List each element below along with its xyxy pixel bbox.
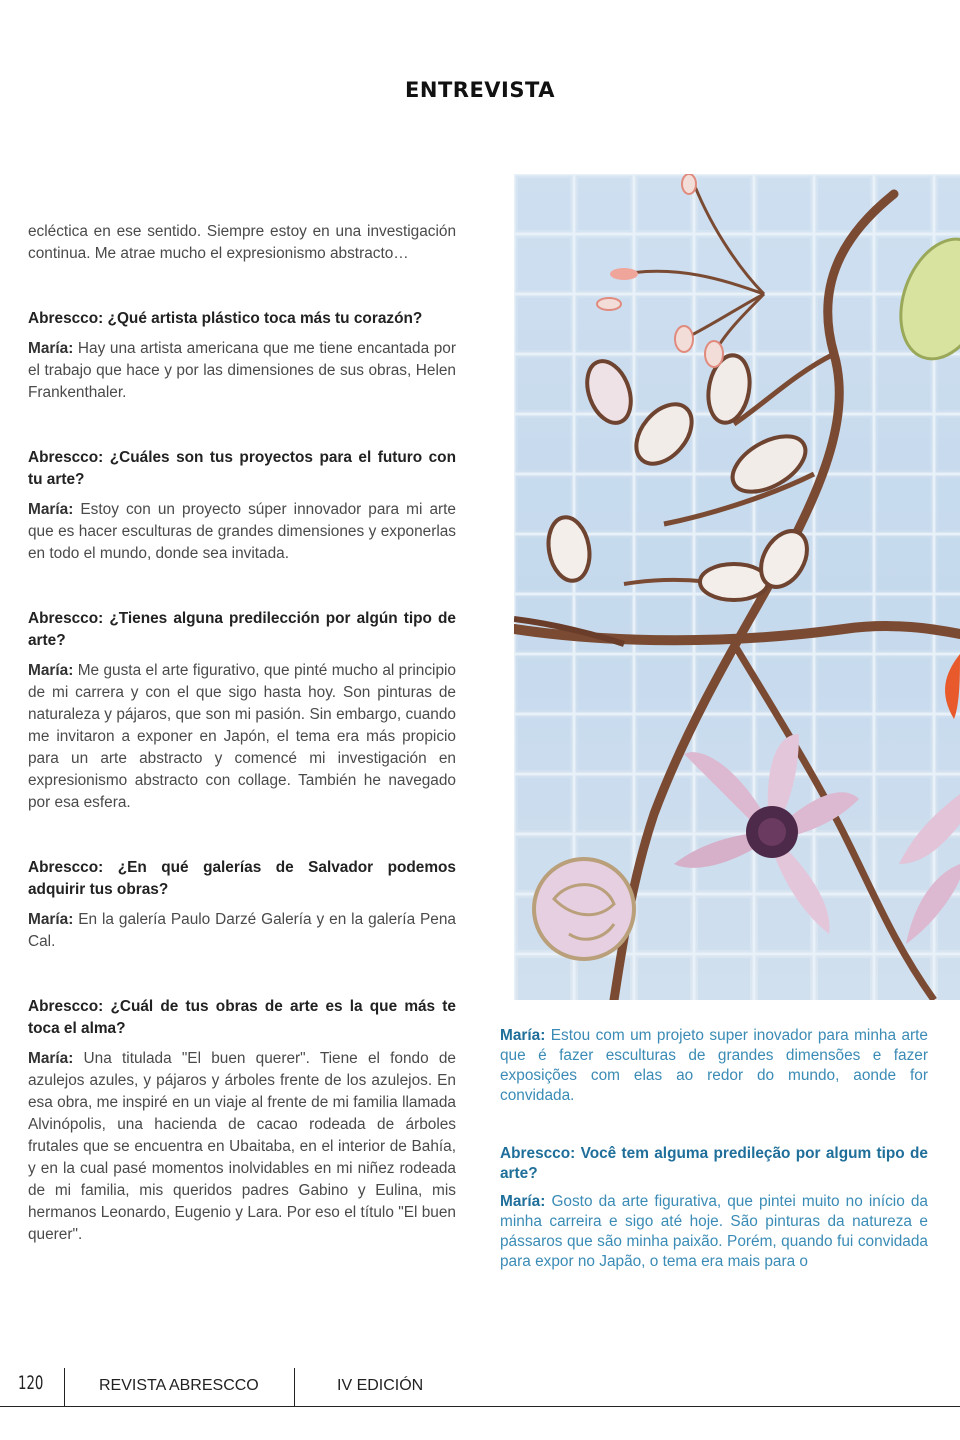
question-5: Abrescco: ¿Cuál de tus obras de arte es la que más te toca el alma?: [28, 998, 456, 1037]
edition-label: IV EDICIÓN: [337, 1377, 424, 1394]
speaker-label: María:: [500, 1193, 546, 1210]
speaker-label: María:: [28, 1050, 74, 1067]
qa-block-3: [28, 608, 456, 814]
painting-image: [514, 174, 960, 1000]
magazine-name: REVISTA ABRESCCO: [99, 1377, 259, 1394]
qa-block-4: [28, 857, 456, 953]
answer-text: Gosto da arte figurativa, que pintei muito no início da minha carreira e sigo até hoje. São pinturas da natureza e pássaros que são minha paixão. Porém, quando fui convidada para expor no Japão, o tema era mais para o: [500, 1193, 928, 1270]
answer-5: [28, 1048, 456, 1246]
section-title: ENTREVISTA: [405, 78, 555, 102]
right-answer-1: [500, 1026, 928, 1106]
page-footer: [0, 1366, 960, 1408]
qa-block-2: [28, 447, 456, 565]
answer-3: [28, 660, 456, 814]
answer-text: Estou com um projeto super inovador para minha arte que é fazer esculturas de grandes dimensões e fazer exposições com elas ao redor do mundo, aonde for convidada.: [500, 1027, 928, 1104]
answer-1: [28, 338, 456, 404]
question-4: Abrescco: ¿En qué galerías de Salvador podemos adquirir tus obras?: [28, 859, 456, 898]
speaker-label: María:: [28, 501, 74, 518]
answer-text: Estoy con un proyecto súper innovador para mi arte que es hacer esculturas de grandes dimensiones y exponerlas en todo el mundo, donde sea invitada.: [28, 501, 456, 562]
qa-block-1: [28, 308, 456, 404]
footer-divider: [294, 1368, 295, 1406]
question-1: Abrescco: ¿Qué artista plástico toca más tu corazón?: [28, 310, 423, 327]
question-2: Abrescco: ¿Cuáles son tus proyectos para el futuro con tu arte?: [28, 449, 456, 488]
question-3: Abrescco: ¿Tienes alguna predilección por algún tipo de arte?: [28, 610, 456, 649]
footer-rule: [0, 1406, 960, 1407]
right-column: [500, 1026, 928, 1310]
question-pt-1: Abrescco: Você tem alguma predileção por algum tipo de arte?: [500, 1145, 928, 1182]
answer-text: Me gusta el arte figurativo, que pinté mucho al principio de mi carrera y con el que sigo hasta hoy. Son pinturas de naturaleza y pájaros, que son mi pasión. Sin embargo, cuando me invitaron a exponer en Japón, el tema era más propicio para un arte abstracto y comencé mi investigación en expresionismo abstracto con collage. También he navegado por esa esfera.: [28, 662, 456, 811]
speaker-label: María:: [28, 340, 74, 357]
left-column: [28, 221, 456, 1289]
speaker-label: María:: [28, 911, 74, 928]
speaker-label: María:: [28, 662, 74, 679]
speaker-label: María:: [500, 1027, 546, 1044]
answer-pt-2: [500, 1192, 928, 1272]
answer-2: [28, 499, 456, 565]
answer-text: Hay una artista americana que me tiene encantada por el trabajo que hace y por las dimensiones de sus obras, Helen Frankenthaler.: [28, 340, 456, 401]
page-number: 120: [18, 1372, 44, 1394]
answer-text: Una titulada "El buen querer". Tiene el fondo de azulejos azules, y pájaros y árboles frente de los azulejos. En esa obra, me inspiré en un viaje al frente de mi familia llamada Alvinópolis, una hacienda de cacao rodeada de árboles frutales que se encuentra en Ubaitaba, en el interior de Bahía, y en la cual pasé momentos inolvidables en mi niñez rodeada de mi familia, mis queridos padres Gabino y Eulina, mis hermanos Leonardo, Eugenio y Lara. Por eso el título "El buen querer".: [28, 1050, 456, 1243]
qa-block-5: [28, 996, 456, 1246]
answer-text: En la galería Paulo Darzé Galería y en la galería Pena Cal.: [28, 911, 456, 950]
right-qa-block-1: [500, 1144, 928, 1272]
footer-divider: [64, 1368, 65, 1406]
answer-pt-1: [500, 1026, 928, 1106]
intro-paragraph: ecléctica en ese sentido. Siempre estoy en una investigación continua. Me atrae mucho el expresionismo abstracto…: [28, 223, 456, 262]
answer-4: [28, 909, 456, 953]
